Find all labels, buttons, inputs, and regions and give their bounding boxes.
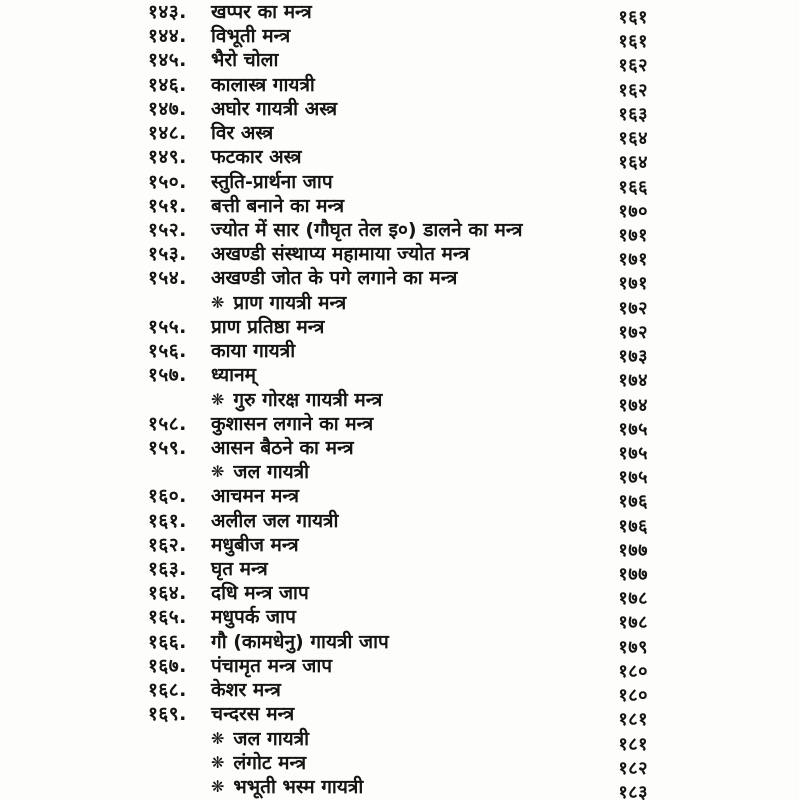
entry-title-text: कुशासन लगाने का मन्त्र: [211, 412, 374, 435]
page-number: १७४: [618, 370, 648, 392]
toc-row: [148, 97, 648, 125]
entry-title: [211, 631, 389, 653]
page-number: १७६: [618, 491, 648, 513]
toc-row: [148, 25, 648, 53]
entry-title-text: खप्पर का मन्त्र: [211, 1, 312, 23]
serial-number: १५७.: [148, 364, 187, 387]
toc-row: [148, 170, 648, 198]
entry-title: [211, 413, 373, 435]
page-number: १७१: [618, 273, 648, 295]
entry-title: [211, 679, 281, 701]
page-number: १७५: [618, 418, 648, 440]
entry-title-text: मधुबीज मन्त्र: [211, 533, 299, 556]
entry-title: [211, 776, 363, 799]
entry-title: [211, 74, 315, 96]
entry-title: [211, 606, 296, 628]
entry-title-text: विभूती मन्त्र: [211, 25, 291, 48]
page-number: १७४: [618, 394, 648, 416]
toc-row: [148, 73, 648, 101]
page-number: १७५: [618, 467, 648, 489]
toc-row: [148, 436, 648, 464]
serial-number: १६५.: [148, 606, 187, 629]
serial-number: १६६.: [148, 630, 187, 653]
serial-number: १५०.: [148, 170, 187, 193]
entry-title: [211, 655, 332, 677]
flower-bullet-icon: ❋: [211, 462, 225, 482]
page-number: १६१: [618, 7, 648, 28]
toc-row: [148, 218, 648, 246]
entry-title: [211, 437, 354, 459]
page-number: १७८: [618, 588, 648, 610]
page-number: १८१: [618, 733, 648, 755]
entry-title: [211, 49, 278, 71]
serial-number: १५५.: [148, 315, 187, 338]
entry-title: [211, 243, 470, 265]
page-number: १७७: [618, 564, 648, 586]
entry-title: [211, 267, 457, 289]
toc-row: [148, 509, 648, 537]
entry-title-text: आसन बैठने का मन्त्र: [211, 436, 354, 459]
entry-title-text: गुरु गोरक्ष गायत्री मन्त्र: [233, 388, 383, 411]
entry-title-text: काया गायत्री: [211, 340, 296, 363]
entry-title-text: स्तुति-प्रार्थना जाप: [211, 170, 333, 193]
entry-title-text: आचमन मन्त्र: [211, 485, 300, 508]
entry-title: [211, 582, 309, 604]
page-number: १७९: [618, 636, 648, 658]
page-number: १७२: [618, 297, 648, 319]
toc-row: [148, 776, 648, 800]
toc-row: [148, 146, 648, 174]
entry-title: [211, 316, 324, 338]
entry-title: [211, 340, 295, 362]
entry-title-text: चन्दरस मन्त्र: [211, 703, 295, 726]
serial-number: १५६.: [148, 340, 187, 363]
serial-number: १५१.: [148, 194, 187, 217]
serial-number: १४६.: [148, 73, 187, 96]
entry-title-text: बत्ती बनाने का मन्त्र: [211, 194, 345, 217]
page-number: १७५: [618, 442, 648, 464]
toc-row: [148, 582, 648, 610]
entry-title-text: घृत मन्त्र: [211, 558, 268, 581]
entry-title-text: भभूती भस्म गायत्री: [233, 776, 364, 798]
flower-bullet-icon: ❋: [211, 728, 225, 748]
toc-row: [148, 49, 648, 77]
page-number: १६३: [618, 103, 648, 125]
flower-bullet-icon: ❋: [211, 777, 225, 796]
serial-number: १४७.: [148, 97, 187, 120]
serial-number: १५२.: [148, 218, 187, 241]
entry-title-text: अलील जल गायत्री: [211, 509, 339, 532]
page-number: १७१: [618, 249, 648, 271]
flower-bullet-icon: ❋: [211, 292, 225, 312]
entry-title: [211, 461, 309, 484]
page-number: १८३: [618, 782, 648, 800]
entry-title: [211, 195, 344, 217]
serial-number: १४४.: [148, 25, 187, 48]
page-number: १८०: [618, 685, 648, 707]
toc-row: [148, 558, 648, 586]
entry-title-text: अखण्डी संस्थाप्य महामाया ज्योत मन्त्र: [211, 243, 470, 266]
entry-title-text: मधुपर्क जाप: [211, 606, 296, 629]
flower-bullet-icon: ❋: [211, 752, 225, 772]
entry-title: [211, 122, 273, 144]
page-number: १८१: [618, 709, 648, 731]
toc-row: [148, 364, 648, 392]
entry-title: [211, 534, 299, 556]
serial-number: १५८.: [148, 412, 187, 435]
entry-title-text: पंचामृत मन्त्र जाप: [211, 654, 333, 677]
page-number: १६२: [618, 79, 648, 101]
flower-bullet-icon: ❋: [211, 389, 225, 409]
serial-number: १६३.: [148, 558, 187, 581]
toc-row: [148, 485, 648, 513]
page-number: १६४: [618, 152, 648, 174]
page-number: १७८: [618, 612, 648, 634]
entry-title-text: ज्योत में सार (गौघृत तेल इ०) डालने का मन्त्र: [211, 218, 523, 241]
toc-row: [148, 654, 648, 682]
entry-title-text: कालास्त्र गायत्री: [211, 73, 315, 96]
toc-row: [148, 533, 648, 561]
toc-row: [148, 679, 648, 707]
toc-row: [148, 243, 648, 271]
entry-title-text: लंगोट मन्त्र: [233, 751, 307, 774]
toc-row: [148, 412, 648, 440]
toc-row: [148, 751, 648, 779]
serial-number: १६७.: [148, 654, 187, 677]
entry-title-text: अघोर गायत्री अस्त्र: [211, 97, 338, 120]
toc-row: [148, 630, 648, 658]
entry-title: [211, 146, 302, 168]
page-number: १७६: [618, 515, 648, 537]
entry-title-text: केशर मन्त्र: [211, 679, 281, 702]
entry-title: [211, 98, 337, 120]
page-number: १७१: [618, 224, 648, 246]
entry-title-text: प्राण गायत्री मन्त्र: [233, 291, 347, 314]
entry-title: [211, 219, 522, 241]
page-number: १६६: [618, 176, 648, 198]
toc-row: [148, 606, 648, 634]
serial-number: १६९.: [148, 703, 187, 726]
entry-title-text: जल गायत्री: [233, 727, 310, 750]
entry-title: [211, 171, 333, 193]
serial-number: १४५.: [148, 49, 187, 72]
toc-row: [148, 1, 648, 28]
page-number: १६२: [618, 55, 648, 77]
serial-number: १५४.: [148, 267, 187, 290]
toc-row: [148, 388, 648, 416]
entry-title: [211, 728, 309, 751]
serial-number: १४३.: [148, 1, 187, 23]
entry-title-text: गौ (कामधेनु) गायत्री जाप: [211, 630, 389, 653]
entry-title: [211, 485, 299, 507]
entry-title-text: प्राण प्रतिष्ठा मन्त्र: [211, 315, 325, 338]
page-number: १८२: [618, 757, 648, 779]
serial-number: १६०.: [148, 485, 187, 508]
entry-title-text: ध्यानम्: [211, 364, 256, 387]
entry-title-text: भैरो चोला: [211, 49, 279, 72]
entry-title-text: फटकार अस्त्र: [211, 146, 302, 169]
page-number: १८०: [618, 660, 648, 682]
entry-title-text: विर अस्त्र: [211, 122, 274, 145]
page-number: १७०: [618, 200, 648, 222]
toc-row: [148, 703, 648, 731]
toc-row: [148, 267, 648, 295]
entry-title: [211, 1, 312, 23]
entry-title: [211, 752, 306, 775]
serial-number: १४९.: [148, 146, 187, 169]
entry-title-text: जल गायत्री: [233, 461, 310, 484]
page-number: १६१: [618, 31, 648, 53]
page-number: १७७: [618, 539, 648, 561]
serial-number: १६४.: [148, 582, 187, 605]
entry-title: [211, 25, 290, 47]
table-of-contents: [148, 1, 648, 800]
serial-number: १६१.: [148, 509, 187, 532]
serial-number: १६२.: [148, 533, 187, 556]
serial-number: १५३.: [148, 243, 187, 266]
toc-row: [148, 315, 648, 343]
toc-row: [148, 461, 648, 489]
page-number: १७३: [618, 346, 648, 368]
serial-number: १६८.: [148, 679, 187, 702]
entry-title: [211, 558, 268, 580]
entry-title-text: अखण्डी जोत के पगे लगाने का मन्त्र: [211, 267, 458, 290]
page-number: १६४: [618, 128, 648, 150]
entry-title: [211, 510, 338, 532]
toc-row: [148, 340, 648, 368]
toc-row: [148, 194, 648, 222]
entry-title: [211, 389, 382, 412]
toc-row: [148, 727, 648, 755]
toc-row: [148, 291, 648, 319]
entry-title: [211, 703, 294, 725]
page-number: १७२: [618, 321, 648, 343]
serial-number: १५९.: [148, 436, 187, 459]
entry-title-text: दधि मन्त्र जाप: [211, 582, 309, 605]
entry-title: [211, 364, 256, 386]
entry-title: [211, 292, 346, 315]
toc-row: [148, 122, 648, 150]
serial-number: १४८.: [148, 122, 187, 145]
